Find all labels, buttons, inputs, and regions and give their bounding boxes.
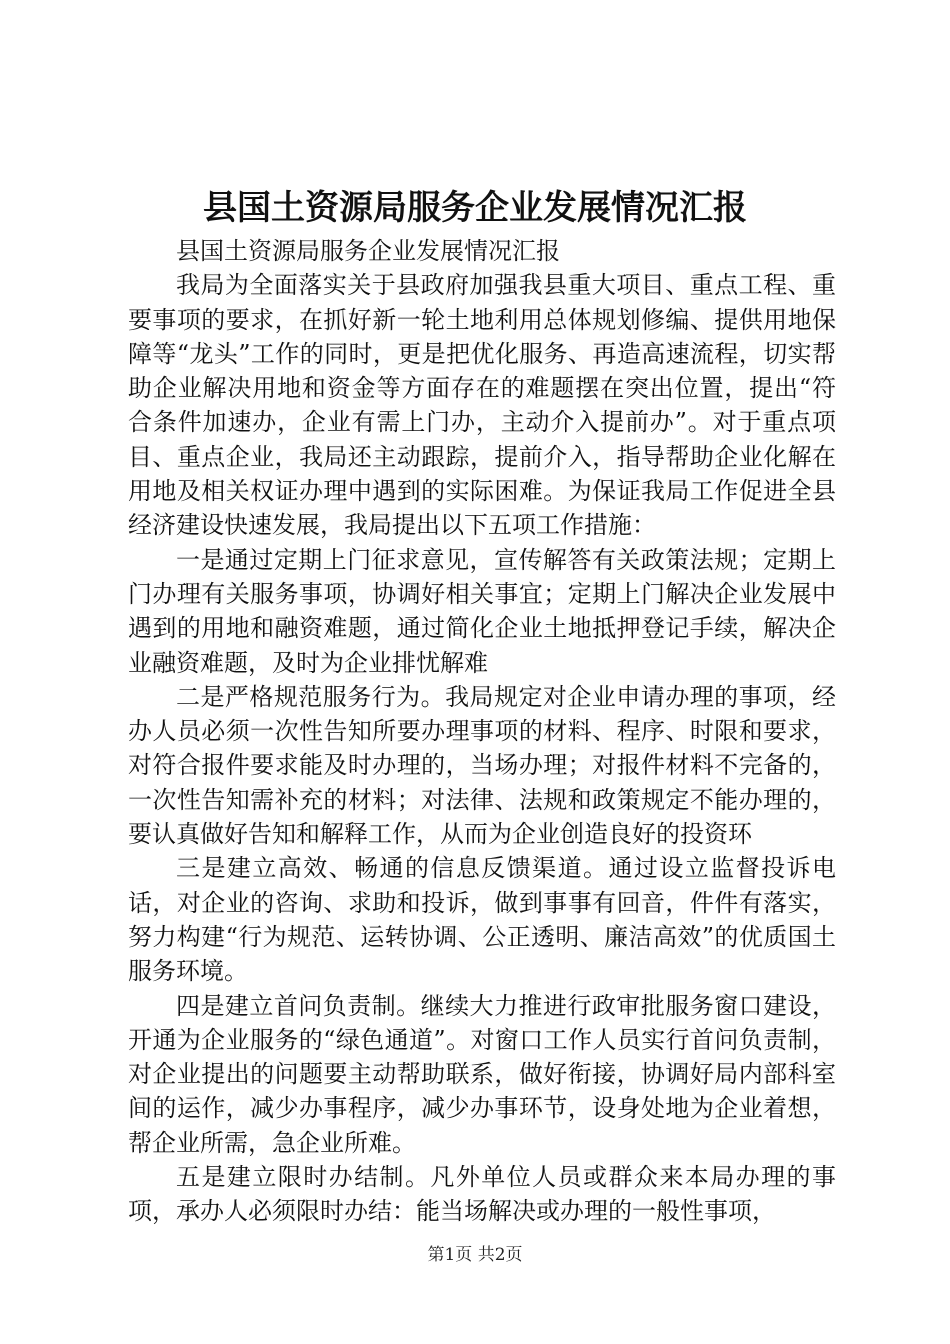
measure-three-paragraph: 三是建立高效、畅通的信息反馈渠道。通过设立监督投诉电话，对企业的咨询、求助和投诉，做到事事有回音，件件有落实，努力构建“行为规范、运转协调、公正透明、廉洁高效”的优质国土服务环境。 (128, 854, 836, 986)
document-title: 县国土资源局服务企业发展情况汇报 (203, 188, 747, 228)
measure-four-paragraph: 四是建立首问负责制。继续大力推进行政审批服务窗口建设，开通为企业服务的“绿色通道”。对窗口工作人员实行首问负责制，对企业提出的问题要主动帮助联系，做好衔接，协调好局内部科室间的运作，减少办事程序，减少办事环节，设身处地为企业着想，帮企业所需，急企业所难。 (128, 991, 836, 1157)
measure-two-paragraph: 二是严格规范服务行为。我局规定对企业申请办理的事项，经办人员必须一次性告知所要办理事项的材料、程序、时限和要求，对符合报件要求能及时办理的，当场办理；对报件材料不完备的，一次性告知需补充的材料；对法律、法规和政策规定不能办理的，要认真做好告知和解释工作，从而为企业创造良好的投资环 (128, 682, 836, 849)
measure-one-paragraph: 一是通过定期上门征求意见，宣传解答有关政策法规；定期上门办理有关服务事项，协调好相关事宜；定期上门解决企业发展中遇到的用地和融资难题，通过简化企业土地抵押登记手续，解决企业融资难题，及时为企业排忧解难 (128, 545, 836, 677)
intro-paragraph: 我局为全面落实关于县政府加强我县重大项目、重点工程、重要事项的要求，在抓好新一轮土地利用总体规划修编、提供用地保障等“龙头”工作的同时，更是把优化服务、再造高速流程，切实帮助企业解决用地和资金等方面存在的难题摆在突出位置，提出“符合条件加速办，企业有需上门办，主动介入提前办”。对于重点项目、重点企业，我局还主动跟踪，提前介入，指导帮助企业化解在用地及相关权证办理中遇到的实际困难。为保证我局工作促进全县经济建设快速发展，我局提出以下五项工作措施： (128, 271, 836, 540)
subtitle-paragraph: 县国土资源局服务企业发展情况汇报 (176, 237, 560, 265)
measure-five-paragraph: 五是建立限时办结制。凡外单位人员或群众来本局办理的事项，承办人必须限时办结：能当场解决或办理的一般性事项， (128, 1163, 836, 1226)
page-number-footer: 第1页 共2页 (427, 1245, 523, 1265)
document-body (128, 234, 836, 1229)
